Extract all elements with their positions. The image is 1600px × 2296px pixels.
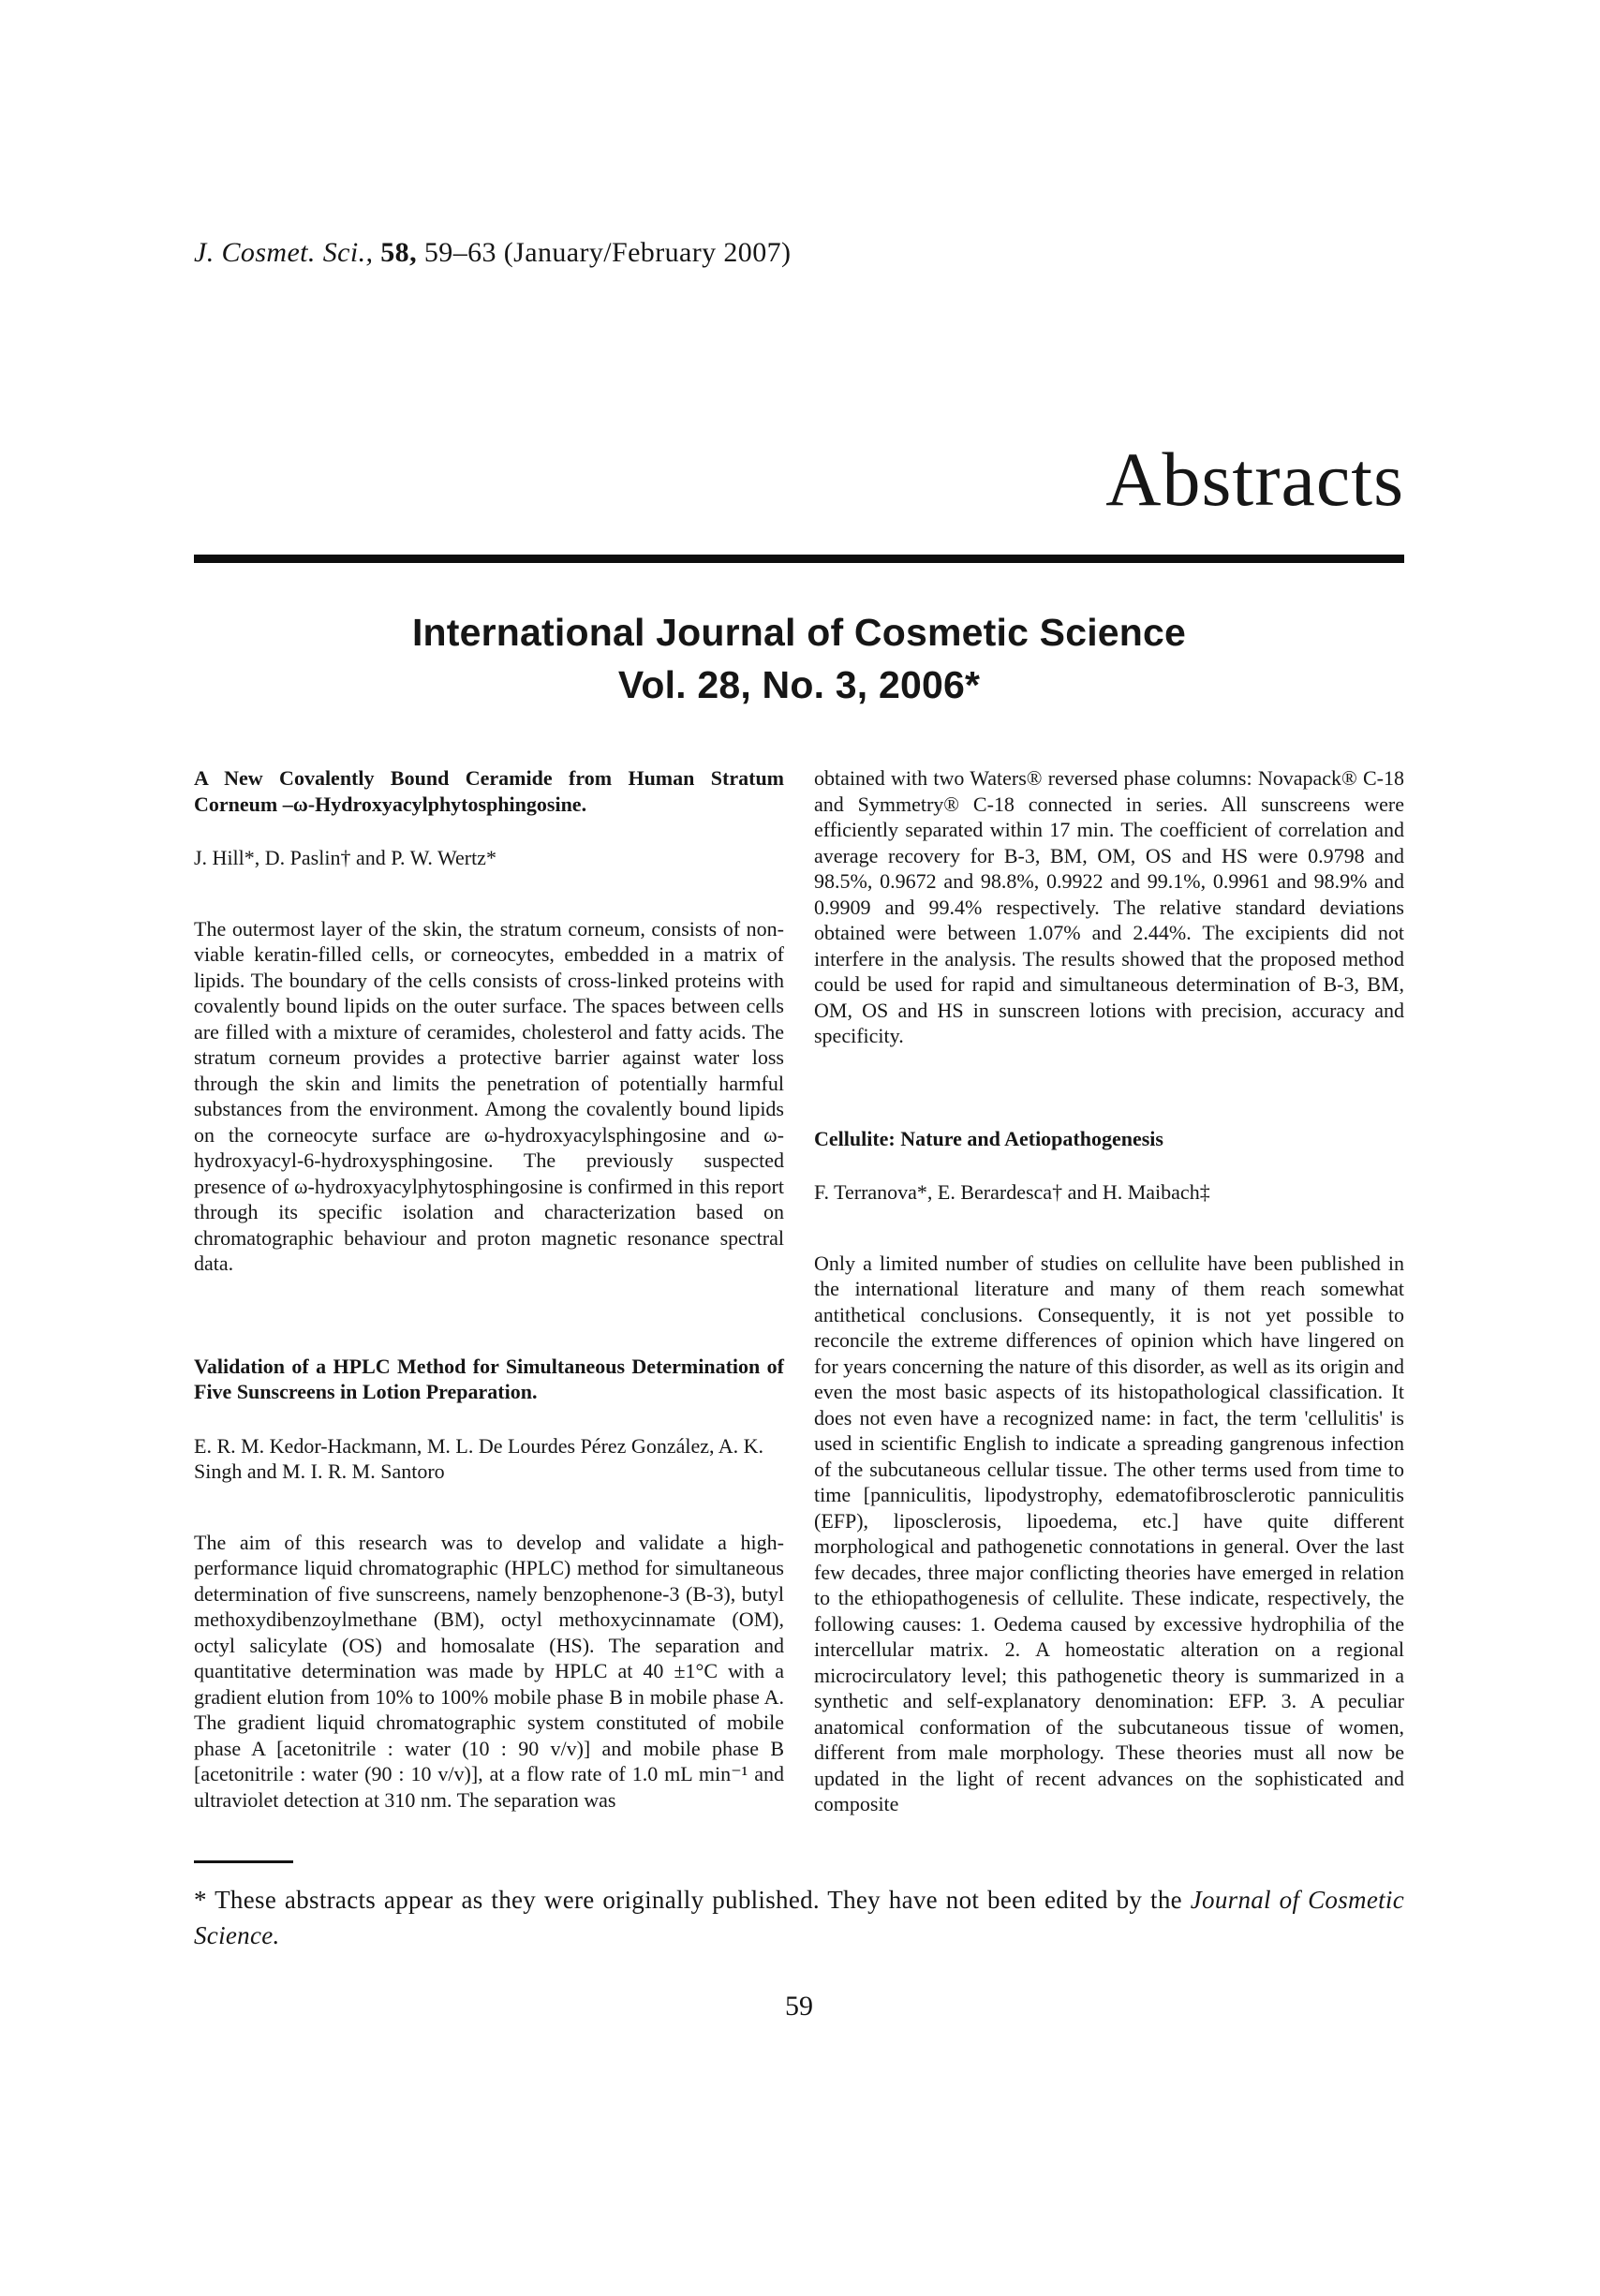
left-column (194, 765, 784, 1817)
abstract1-authors: J. Hill*, D. Paslin† and P. W. Wertz* (194, 846, 496, 869)
right-column (814, 765, 1404, 1817)
abstract2-body-part2: obtained with two Waters® reversed phase columns: Novapack® C-18 and Symmetry® C-18 connected in series. All sunscreens were efficiently separated within 17 min. The coefficient of correlation and average recovery for B-3, BM, OM, OS and HS were 0.9798 and 98.5%, 0.9672 and 98.8%, 0.9922 and 99.1%, 0.9961 and 98.9% and 0.9909 and 99.4% respectively. The relative standard deviations obtained were between 1.07% and 2.44%. The excipients did not interfere in the analysis. The results showed that the proposed method could be used for rapid and simultaneous determination of B-3, BM, OM, OS and HS in sunscreen lotions with precision, accuracy and specificity. (814, 766, 1404, 1047)
abstract2-title: Validation of a HPLC Method for Simultaneous Determination of Five Sunscreens in Lotion Preparation. (194, 1354, 784, 1403)
journal-reference-title: J. Cosmet. Sci., (194, 237, 381, 268)
issue-heading (194, 606, 1404, 711)
journal-reference-volume: 58, (380, 237, 424, 268)
page-title: Abstracts (1105, 437, 1404, 522)
abstracts-columns (194, 765, 1404, 1817)
abstract3-authors: F. Terranova*, E. Berardesca† and H. Maibach‡ (814, 1180, 1210, 1204)
footnote-text-italic: Journal of Cosmetic Science. (194, 1885, 1404, 1949)
footnote-text (194, 1882, 1404, 1953)
abstract2-authors: E. R. M. Kedor-Hackmann, M. L. De Lourdes Pérez González, A. K. Singh and M. I. R. M. Santoro (194, 1433, 764, 1483)
footnote-text-plain: * These abstracts appear as they were originally published. They have not been edited by the (194, 1885, 1191, 1914)
page-number: 59 (785, 1990, 813, 2022)
abstract1-title: A New Covalently Bound Ceramide from Human Stratum Corneum –ω-Hydroxyacylphytosphingosine. (194, 766, 784, 816)
issue-volume-line: Vol. 28, No. 3, 2006* (617, 663, 981, 706)
abstract3-body: Only a limited number of studies on cellulite have been published in the international literature and many of them reach somewhat antithetical conclusions. Consequently, it is not yet possible to reconcile the extreme differences of opinion which have lingered on for years concerning the nature of this disorder, as well as its origin and even the most basic aspects of its histopathological classification. It does not even have a recognized name: in fact, the term 'cellulitis' is used in scientific English to indicate a spreading gangrenous infection of the subcutaneous cellular tissue. The other terms used from time to time [panniculitis, lipodystrophy, edematofibrosclerotic panniculitis (EFP), liposclerosis, lipoedema, etc.] have quite different morphological and pathogenetic connotations in general. Over the last few decades, three major conflicting theories have emerged in relation to the ethiopathogenesis of cellulite. These indicate, respectively, the following causes: 1. Oedema caused by excessive hydrophilia of the intercellular matrix. 2. A homeostatic alteration on a regional microcirculatory level; this pathogenetic theory is summarized in a synthetic and self-explanatory denomination: EFP. 3. A peculiar anatomical conformation of the subcutaneous tissue of women, different from male morphology. These theories must all now be updated in the light of recent advances on the sophisticated and composite (814, 1251, 1404, 1815)
journal-reference-pages: 59–63 (January/February 2007) (423, 237, 792, 268)
abstract3-title: Cellulite: Nature and Aetiopathogenesis (814, 1126, 1163, 1150)
abstract1-body: The outermost layer of the skin, the stratum corneum, consists of non-viable keratin-filled cells, or corneocytes, embedded in a matrix of lipids. The boundary of the cells consists of cross-linked proteins with covalently bound lipids on the outer surface. The spaces between cells are filled with a mixture of ceramides, cholesterol and fatty acids. The stratum corneum provides a protective barrier against water loss through the skin and limits the penetration of potentially harmful substances from the environment. Among the covalently bound lipids on the corneocyte surface are ω-hydroxyacylsphingosine and ω-hydroxyacyl-6-hydroxysphingosine. The previously suspected presence of ω-hydroxyacylphytosphingosine is confirmed in this report through its specific isolation and characterization based on chromatographic behaviour and proton magnetic resonance spectral data. (194, 916, 784, 1275)
footnote (194, 1860, 1404, 1953)
issue-journal-name: International Journal of Cosmetic Science (411, 611, 1187, 654)
footnote-divider-rule (194, 1860, 293, 1863)
divider-rule (194, 555, 1404, 563)
journal-reference (194, 0, 1404, 270)
abstract2-body-part1: The aim of this research was to develop and validate a high-performance liquid chromatographic (HPLC) method for simultaneous determination of five sunscreens, namely benzophenone-3 (B-3), butyl methoxydibenzoylmethane (BM), octyl methoxycinnamate (OM), octyl salicylate (OS) and homosalate (HS). The separation and quantitative determination was made by HPLC at 40 ±1°C with a gradient elution from 10% to 100% mobile phase B in mobile phase A. The gradient liquid chromatographic system constituted of mobile phase A [acetonitrile : water (10 : 90 v/v)] and mobile phase B [acetonitrile : water (90 : 10 v/v)], at a flow rate of 1.0 mL min⁻¹ and ultraviolet detection at 310 nm. The separation was (194, 1530, 784, 1812)
